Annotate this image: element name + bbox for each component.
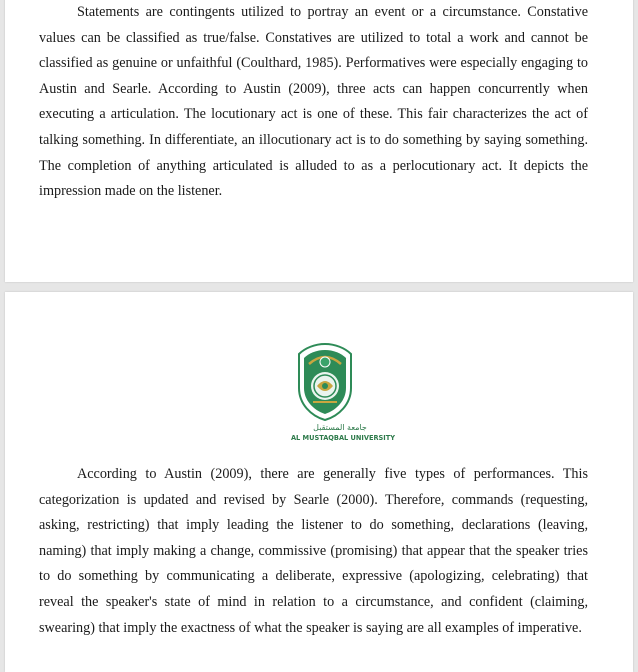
document-page-2 <box>5 292 633 672</box>
university-logo-icon <box>295 342 355 422</box>
logo-english-text: AL MUSTAQBAL UNIVERSITY <box>290 434 396 442</box>
body-paragraph: According to Austin (2009), there are generally five types of performances. This categorization is updated and revised by Searle (2000). Therefore, commands (requesting, asking, restricting) that imply leading the listener to do something, declarations (leaving, naming) that imply making a change, commissive (promising) that appear that the speaker tries to do something by communicating a deliberate, expressive (apologizing, celebrating) that reveal the speaker's state of mind in relation to a circumstance, and confident (claiming, swearing) that imply the exactness of what the speaker is saying are all examples of imperative. <box>39 466 588 636</box>
document-page-1 <box>5 0 633 282</box>
body-paragraph: Statements are contingents utilized to portray an event or a circumstance. Constative values can be classified as true/false. Constatives are utilized to total a work and cannot be classified as genuine or unfaithful (Coulthard, 1985). Performatives were especially engaging to Austin and Searle. According to Austin (2009), three acts can happen concurrently when executing a articulation. The locutionary act is one of these. This fair characterizes the act of talking something. In differentiate, an illocutionary act is to do something by saying something. The completion of anything articulated is alluded to as a perlocutionary act. It depicts the impression made on the listener. <box>39 4 588 200</box>
logo-arabic-text: جامعة المستقبل <box>313 423 367 432</box>
